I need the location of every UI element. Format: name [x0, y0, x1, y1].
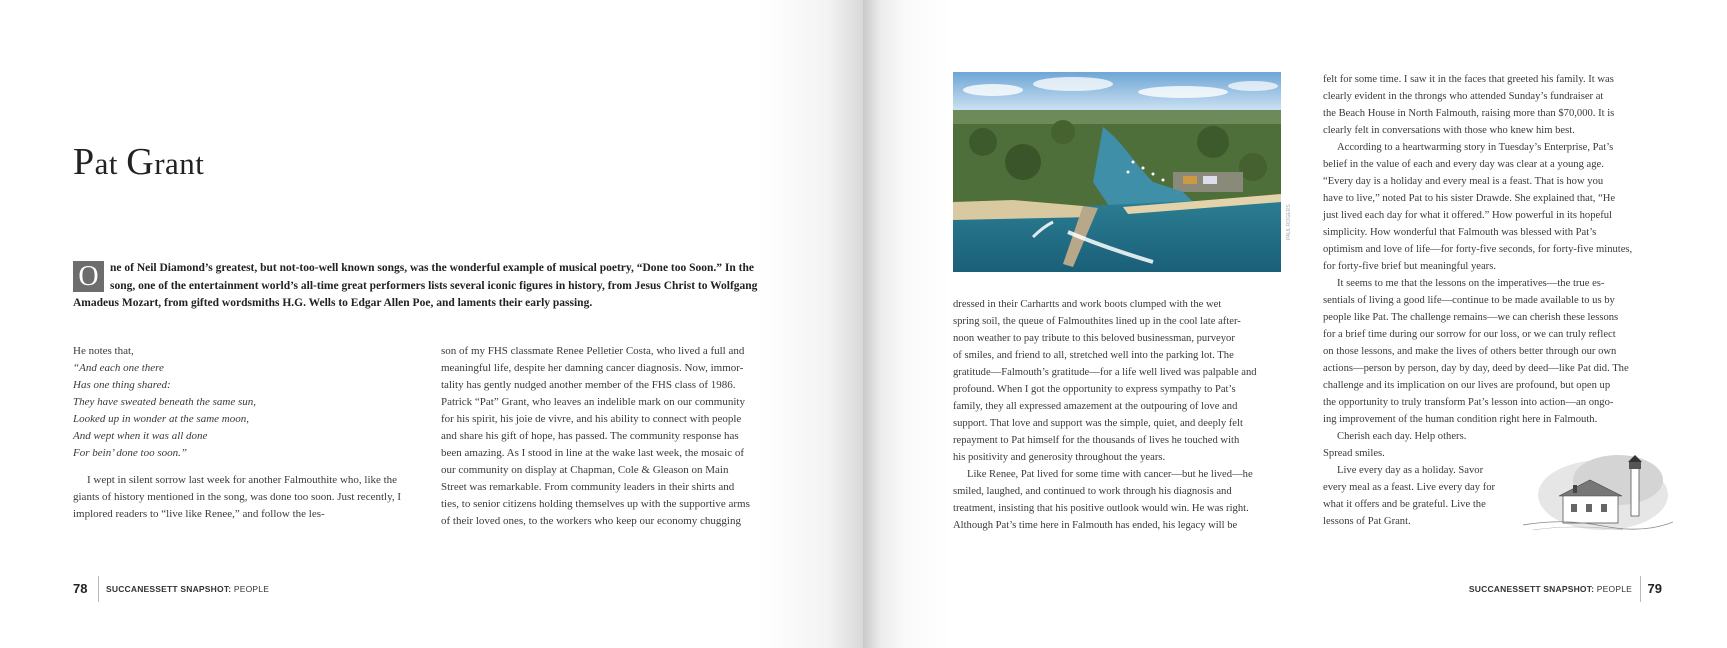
photo-credit: PAUL ROGERS — [1286, 204, 1292, 240]
running-footer: SUCCANESSETT SNAPSHOT: PEOPLE — [1468, 584, 1632, 594]
poem-line: Looked up in wonder at the same moon, — [73, 413, 249, 425]
body-paragraph: I wept in silent sorrow last week for another Falmouthite who, like the giants of history mentioned in the song, was done too soon. Just recently, I implored readers to “live like Renee,” and follow the les- — [73, 474, 402, 520]
page-number: 78 — [73, 581, 88, 596]
column-2: son of my FHS classmate Renee Pelletier Costa, who lived a full and meaningful life, despite her damning cancer diagnosis. Now, immor- tality has gently nudged another member of the FHS class of 1986. Patrick “Pat” Grant, who leaves an indelible mark on our community for his spirit, his joie de vivre, and his ability to connect with people and share his gift of hope, has passed. The community response has been amazing. As I stood in line at the wake last week, the mosaic of our community on display at Chapman, Cole & Gleason on Main Street was remarkable. From community leaders in their shirts and ties, to senior citizens holding themselves up with the supportive arms of their loved ones, to the workers who keep our economy chugging — [441, 345, 750, 527]
page-number: 79 — [1647, 581, 1662, 596]
poem-line: And wept when it was all done — [73, 430, 208, 442]
running-footer: SUCCANESSETT SNAPSHOT: PEOPLE — [106, 584, 270, 594]
poem-line: “And each one there — [73, 362, 164, 374]
poem-line: For bein’ done too soon.” — [73, 447, 187, 459]
left-page — [0, 0, 863, 648]
column-3: dressed in their Carhartts and work boots clumped with the wet spring soil, the queue of Falmouthites lined up in the cool late after- noon weather to pay tribute to this beloved businessman, purveyor of smiles, and friend to all, stretched well into the parking lot. The gratitude—Falmouth’s gratitude—for a life well lived was palpable and profound. When I got the opportunity to express sympathy to Pat’s family, they all expressed amazement at the outpouring of love and support. That love and support was the simple, quiet, and deeply felt repayment to Pat himself for the thousands of lives he touched with his positivity and generosity throughout the years. Like Renee, Pat lived for some time with cancer—but he lived—he smiled, laughed, and continued to work through his diagnosis and treatment, insisting that his positive outlook would win. He was right. Although Pat’s time here in Falmouth has ended, his legacy will be — [953, 299, 1257, 531]
article-title: Pat Grant — [73, 141, 205, 183]
aerial-harbor-photo — [953, 72, 1281, 272]
drop-cap: O — [73, 261, 104, 292]
poem-line: They have sweated beneath the same sun, — [73, 396, 256, 408]
poem-line: Has one thing shared: — [73, 379, 171, 391]
lighthouse-sketch — [1523, 440, 1673, 535]
footer-divider — [98, 576, 99, 602]
right-page — [863, 0, 1727, 648]
intro-paragraph: O ne of Neil Diamond’s greatest, but not-too-well known songs, was the wonderful example of musical poetry, “Done too Soon.” In the song, one of the entertainment world’s all-time great performers lists several iconic figures in history, from Jesus Christ to Wolfgang Amadeus Mozart, from gifted wordsmiths H.G. Wells to Edgar Allen Poe, and laments their early passing. — [73, 261, 758, 309]
harbor-image — [953, 72, 1281, 272]
footer-divider — [1640, 576, 1641, 602]
column-4: felt for some time. I saw it in the faces that greeted his family. It was clearly evident in the throngs who attended Sunday’s fundraiser at the Beach House in North Falmouth, raising more than $70,000. It is clearly felt in conversations with those who knew him best. According to a heartwarming story in Tuesday’s Enterprise, Pat’s belief in the value of each and every day was clear at a young age. “Every day is a holiday and every meal is a feast. That is how you have to live,” noted Pat to his sister Drawde. She explained that, “He just lived each day for what it offered.” How powerful in its hopeful simplicity. How wonderful that Falmouth was blessed with Pat’s optimism and love of life—for forty-five seconds, for forty-five minutes, for forty-five brief but meaningful years. It seems to me that the lessons on the imperatives—the true es- sentials of living a good life—continue to be made available to us by people like Pat. The challenge remains—we can cherish these lessons for a brief time during our sorrow for our loss, or we can truly reflect on those lessons, and make the lives of others better through our own actions—person by person, day by day, deed by deed—like Pat did. The challenge and its implication on our lives are profound, but open up the opportunity to truly transform Pat’s lesson into action—an ongo- ing improvement of the human condition right here in Falmouth. Cherish each day. Help others. Spread smiles. Live every day as a holiday. Savor every meal as a feast. Live every day for what it offers and be grateful. Live the lessons of Pat Grant. — [1323, 74, 1633, 527]
column-1: He notes that, “And each one there Has one thing shared: They have sweated beneath the same sun, Looked up in wonder at the same moon, And wept when it was all done For bein’ done too soon.” I wept in silent sorrow last week for another Falmouthite who, like the giants of history mentioned in the song, was done too soon. Just recently, I implored readers to “live like Renee,” and follow the les- — [73, 343, 408, 523]
